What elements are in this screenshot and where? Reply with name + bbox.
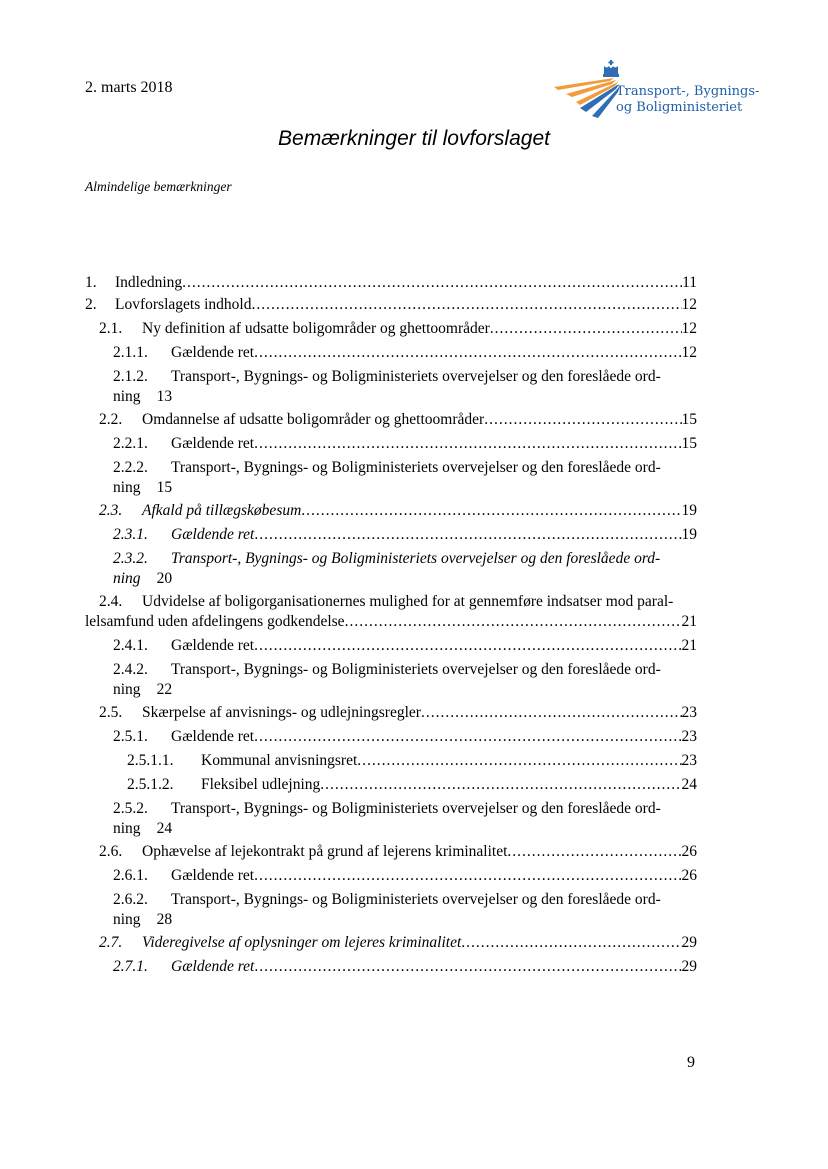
toc-number: 2.4. [99, 593, 123, 610]
toc-number: 2.5. [99, 704, 123, 721]
toc-label: Afkald på tillægskøbesum [142, 502, 302, 519]
dot-leader [254, 525, 681, 545]
toc-number: 2.5.2. [113, 800, 148, 817]
section-subtitle: Almindelige bemærkninger [85, 179, 232, 194]
toc-page: 12 [681, 320, 697, 337]
toc-label-continued: ning [113, 479, 141, 496]
toc-number: 2.4.2. [113, 661, 148, 678]
toc-entry[interactable] [85, 501, 697, 521]
toc-page: 23 [681, 728, 697, 745]
toc-label: Ny definition af udsatte boligområder og ghettoområder [142, 320, 490, 337]
dot-leader [507, 842, 681, 862]
toc-label: Transport-, Bygnings- og Boligministeriets overvejelser og den foreslåede ord- [171, 800, 661, 817]
toc-entry[interactable] [85, 367, 697, 407]
toc-number: 2.1.1. [113, 344, 148, 361]
toc-page: 15 [681, 411, 697, 428]
toc-label: Kommunal anvisningsret [201, 752, 358, 769]
toc-label: Transport-, Bygnings- og Boligministeriets overvejelser og den foreslåede ord- [171, 459, 661, 476]
toc-label: Indledning [115, 274, 183, 291]
toc-label-continued: ning [113, 911, 141, 928]
toc-label: Ophævelse af lejekontrakt på grund af lejerens kriminalitet [142, 843, 508, 860]
dot-leader [461, 933, 681, 953]
toc-entry[interactable] [85, 799, 697, 839]
toc-page: 12 [681, 296, 697, 313]
toc-entry[interactable] [85, 636, 697, 656]
toc-entry[interactable] [85, 295, 697, 315]
toc-number: 2.2.2. [113, 459, 148, 476]
toc-label: Transport-, Bygnings- og Boligministeriets overvejelser og den foreslåede ord- [171, 661, 661, 678]
dot-leader [484, 410, 681, 430]
toc-label: Skærpelse af anvisnings- og udlejningsregler [142, 704, 421, 721]
toc-label: Fleksibel udlejning [201, 776, 321, 793]
toc-label: Transport-, Bygnings- og Boligministeriets overvejelser og den foreslåede ord- [171, 550, 661, 567]
toc-label: Transport-, Bygnings- og Boligministeriets overvejelser og den foreslåede ord- [171, 368, 661, 385]
toc-label: Transport-, Bygnings- og Boligministeriets overvejelser og den foreslåede ord- [171, 891, 661, 908]
toc-entry[interactable] [85, 592, 697, 632]
toc-label: Lovforslagets indhold [115, 296, 252, 313]
toc-page: 15 [156, 479, 173, 496]
table-of-contents [85, 273, 697, 977]
toc-entry[interactable] [85, 660, 697, 700]
toc-page: 11 [682, 274, 697, 291]
toc-number: 2.5.1. [113, 728, 148, 745]
toc-number: 2.6.1. [113, 867, 148, 884]
toc-number: 2.1. [99, 320, 123, 337]
toc-entry[interactable] [85, 319, 697, 339]
toc-number: 2.2.1. [113, 435, 148, 452]
toc-number: 2.6.2. [113, 891, 148, 908]
dot-leader [345, 612, 682, 632]
logo-line-2: og Boligministeriet [616, 100, 743, 115]
toc-entry[interactable] [85, 866, 697, 886]
toc-page: 19 [681, 526, 697, 543]
toc-label: Gældende ret [171, 526, 255, 543]
toc-number: 2.3.2. [113, 550, 148, 567]
toc-number: 2.3. [99, 502, 123, 519]
toc-page: 23 [681, 704, 697, 721]
dot-leader [254, 957, 681, 977]
document-title: Bemærkninger til lovforslaget [278, 127, 550, 150]
toc-label-continued: ning [113, 388, 141, 405]
toc-number: 2.5.1.1. [127, 752, 174, 769]
toc-label: Gældende ret [171, 867, 255, 884]
toc-page: 12 [681, 344, 697, 361]
toc-entry[interactable] [85, 957, 697, 977]
toc-page: 21 [681, 637, 697, 654]
toc-entry[interactable] [85, 343, 697, 363]
dot-leader [251, 295, 681, 315]
dot-leader [421, 703, 682, 723]
toc-entry[interactable] [85, 727, 697, 747]
toc-page: 21 [681, 613, 697, 630]
toc-label: Gældende ret [171, 637, 255, 654]
dot-leader [254, 434, 681, 454]
toc-entry[interactable] [85, 890, 697, 930]
toc-page: 29 [681, 934, 697, 951]
toc-page: 23 [681, 752, 697, 769]
toc-entry[interactable] [85, 751, 697, 771]
toc-page: 29 [681, 958, 697, 975]
ministry-logo [552, 56, 762, 120]
toc-label-continued: ning [113, 820, 141, 837]
dot-leader [254, 343, 681, 363]
toc-page: 13 [156, 388, 173, 405]
toc-number: 2.3.1. [113, 526, 148, 543]
toc-page: 15 [681, 435, 697, 452]
toc-label: Gældende ret [171, 728, 255, 745]
toc-number: 2. [85, 296, 97, 313]
dot-leader [301, 501, 681, 521]
toc-entry[interactable] [85, 549, 697, 589]
toc-page: 24 [681, 776, 697, 793]
toc-page: 26 [681, 843, 697, 860]
date: 2. marts 2018 [85, 79, 173, 96]
toc-page: 28 [156, 911, 173, 928]
toc-entry[interactable] [85, 933, 697, 953]
toc-entry[interactable] [85, 703, 697, 723]
toc-label-continued: ning [113, 570, 141, 587]
toc-number: 2.7. [99, 934, 123, 951]
toc-label: Gældende ret [171, 958, 255, 975]
toc-number: 2.2. [99, 411, 123, 428]
toc-page: 26 [681, 867, 697, 884]
dot-leader [357, 751, 681, 771]
dot-leader [254, 866, 681, 886]
toc-number: 2.6. [99, 843, 123, 860]
toc-number: 2.5.1.2. [127, 776, 174, 793]
toc-label: Videregivelse af oplysninger om lejeres kriminalitet [142, 934, 462, 951]
toc-entry[interactable] [85, 273, 697, 293]
toc-number: 2.7.1. [113, 958, 148, 975]
toc-page: 19 [681, 502, 697, 519]
toc-entry[interactable] [85, 775, 697, 795]
toc-entry[interactable] [85, 458, 697, 498]
toc-page: 22 [156, 681, 173, 698]
toc-entry[interactable] [85, 410, 697, 430]
toc-label: Gældende ret [171, 344, 255, 361]
dot-leader [254, 727, 681, 747]
logo-line-1: Transport-, Bygnings- [616, 84, 760, 99]
toc-number: 2.4.1. [113, 637, 148, 654]
toc-page: 20 [156, 570, 173, 587]
toc-entry[interactable] [85, 434, 697, 454]
toc-label: Udvidelse af boligorganisationernes mulighed for at gennemføre indsatser mod paral- [142, 593, 674, 610]
toc-label: Gældende ret [171, 435, 255, 452]
dot-leader [320, 775, 681, 795]
toc-entry[interactable] [85, 525, 697, 545]
toc-number: 2.1.2. [113, 368, 148, 385]
dot-leader [490, 319, 682, 339]
toc-page: 24 [156, 820, 173, 837]
toc-label: Omdannelse af udsatte boligområder og ghettoområder [142, 411, 485, 428]
toc-label-continued: ning [113, 681, 141, 698]
page-number: 9 [687, 1054, 695, 1071]
toc-number: 1. [85, 274, 97, 291]
toc-entry[interactable] [85, 842, 697, 862]
dot-leader [254, 636, 681, 656]
dot-leader [182, 273, 682, 293]
toc-label-continued: lelsamfund uden afdelingens godkendelse [85, 613, 345, 630]
